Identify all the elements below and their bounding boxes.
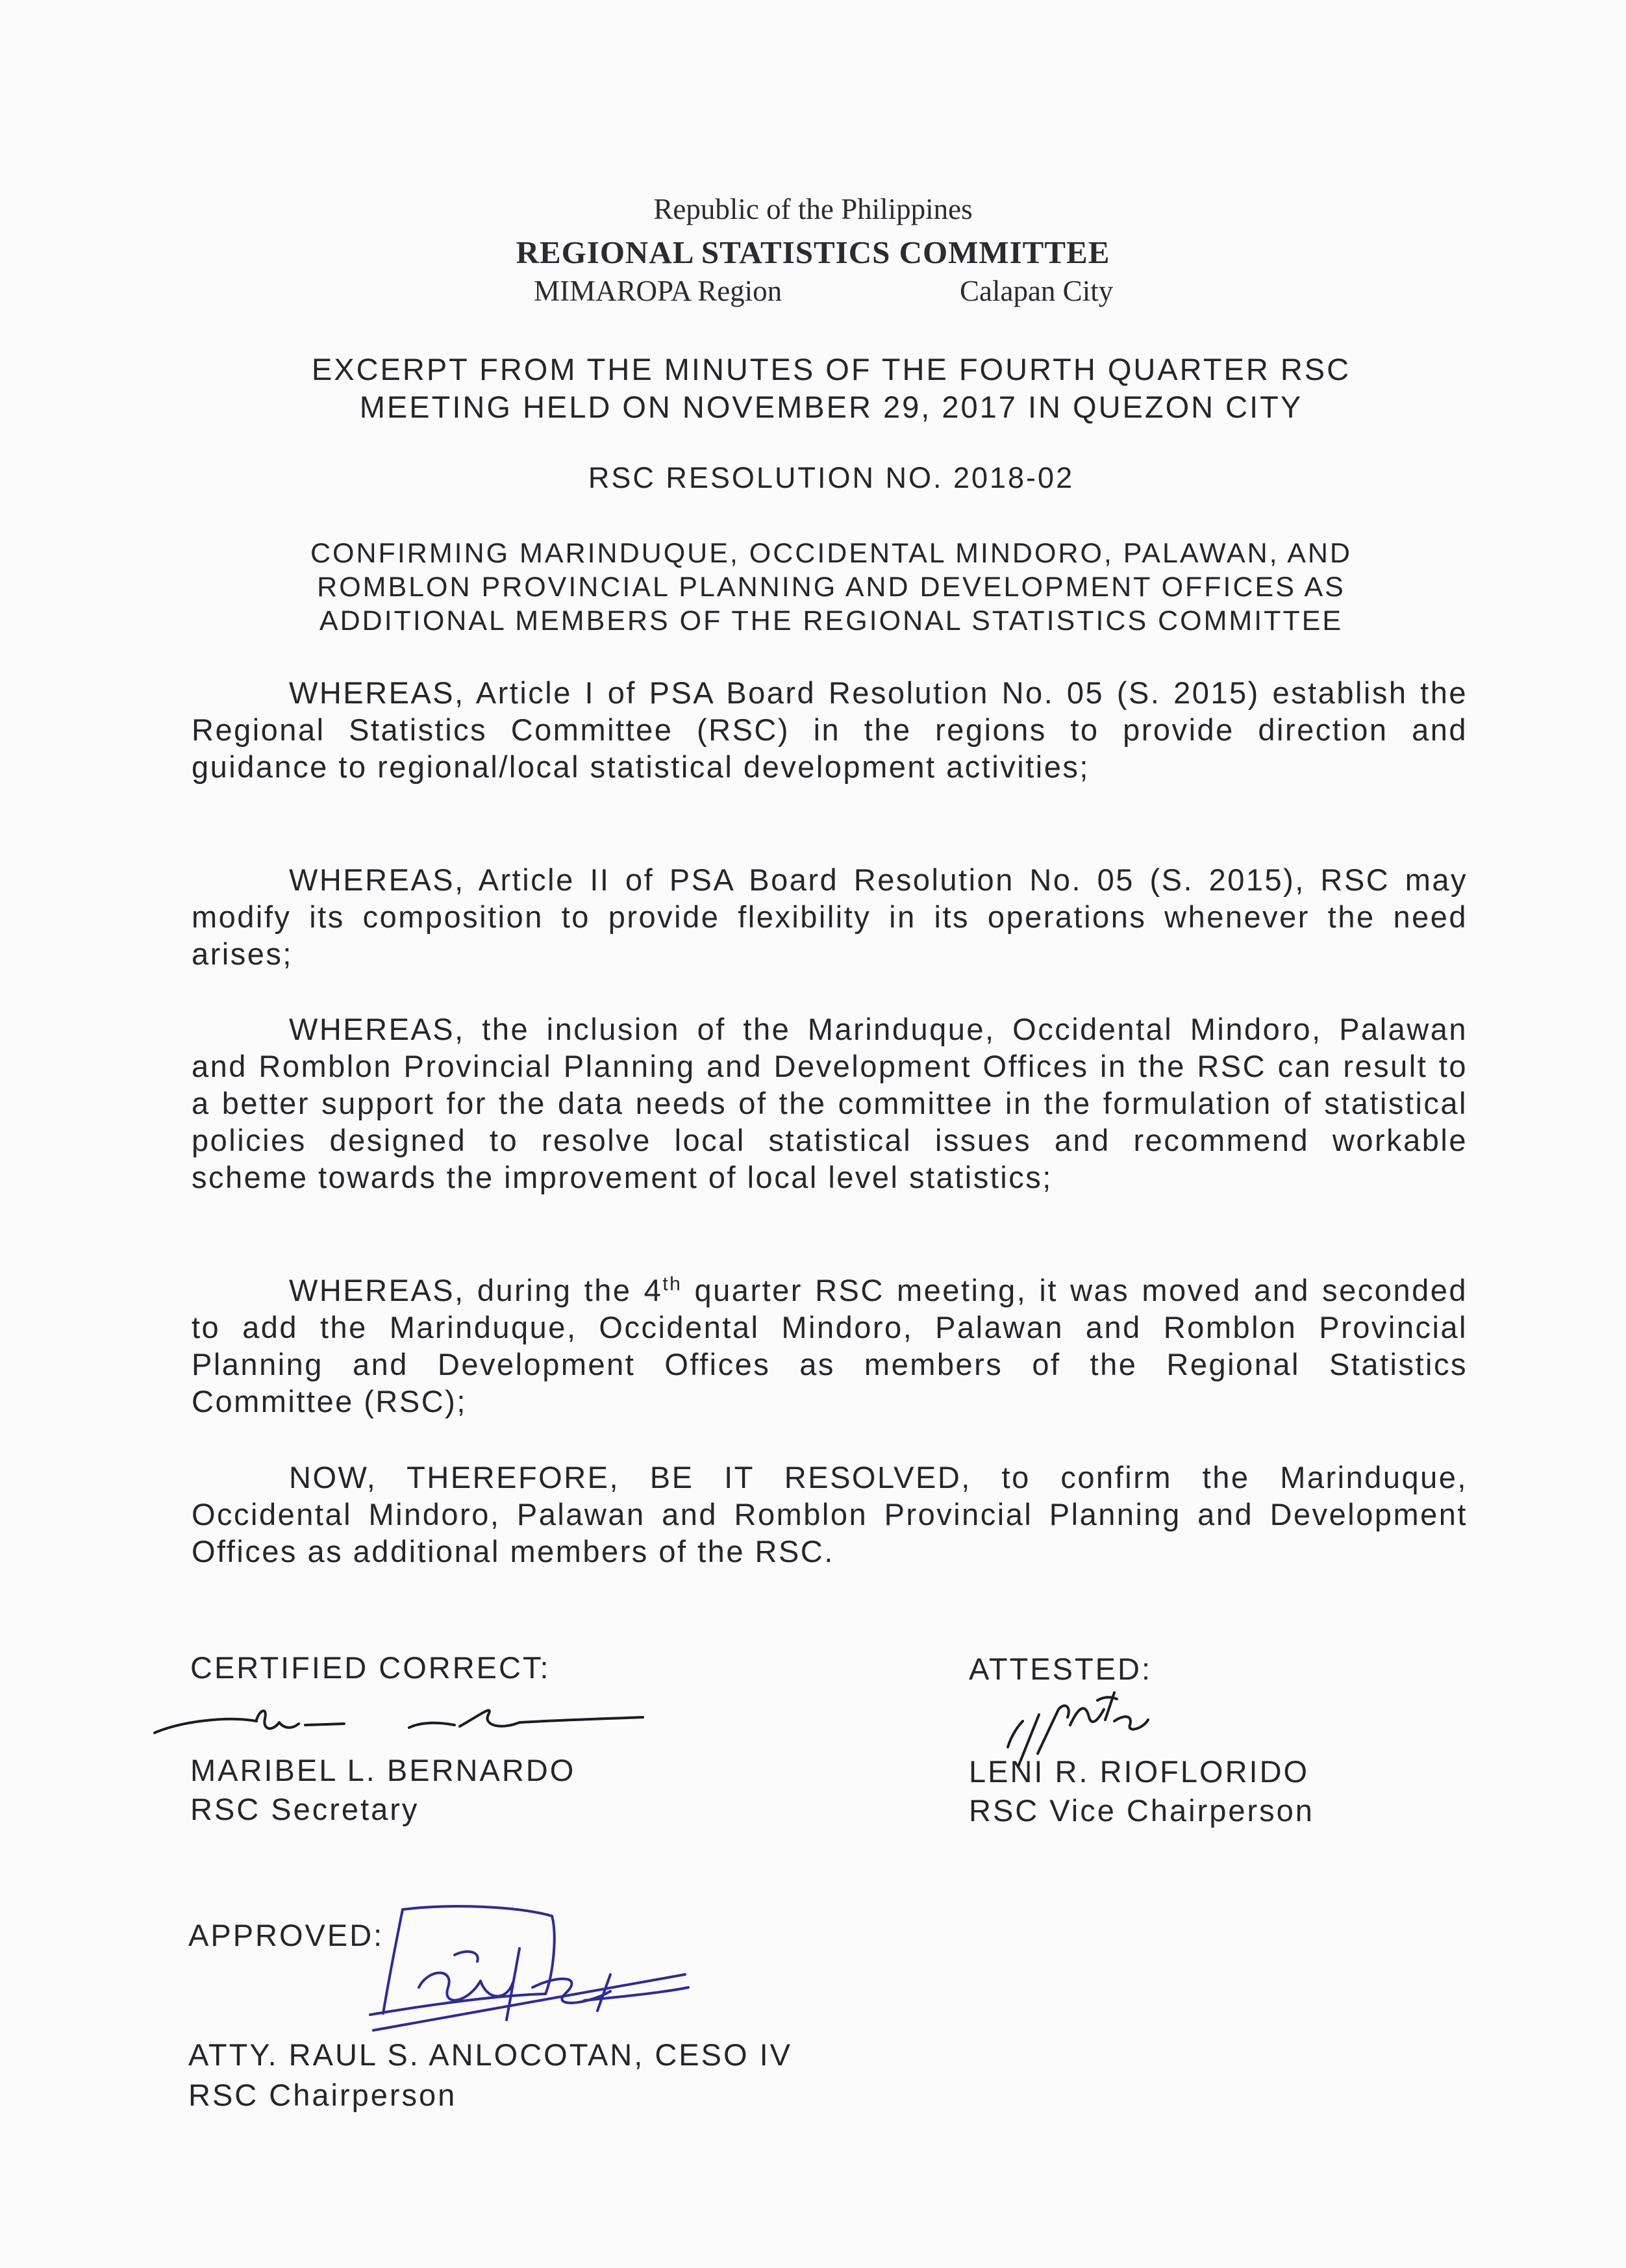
attested-label: ATTESTED: [969,1652,1153,1686]
header-committee: REGIONAL STATISTICS COMMITTEE [516,234,1110,270]
resolution-subject [182,536,1481,638]
secretary-name: MARIBEL L. BERNARDO [190,1753,576,1787]
secretary-signature [155,1710,643,1733]
subject-line-2: ROMBLON PROVINCIAL PLANNING AND DEVELOPMENT OFFICES AS [317,572,1345,603]
vice-chairperson-name: LENI R. RIOFLORIDO [969,1754,1310,1789]
certified-correct-label: CERTIFIED CORRECT: [190,1650,551,1685]
chairperson-name: ATTY. RAUL S. ANLOCOTAN, CESO IV [188,2037,793,2072]
whereas-paragraph-2: WHEREAS, Article II of PSA Board Resolution No. 05 (S. 2015), RSC may modify its composition to provide flexibility in its operations whenever the need arises; [192,863,1468,971]
header-city: Calapan City [960,275,1114,307]
p4-ordinal-suffix: th [662,1273,682,1295]
p4-text-start: WHEREAS, during the 4 [289,1273,663,1307]
chairperson-title: RSC Chairperson [188,2078,457,2112]
whereas-paragraph-4 [192,1272,1468,1420]
resolved-paragraph: NOW, THEREFORE, BE IT RESOLVED, to confirm the Marinduque, Occidental Mindoro, Palawan and Romblon Provincial Planning and Development Offices as additional members of the RSC. [192,1460,1468,1569]
p4-text-end: quarter RSC meeting, it was moved and seconded to add the Marinduque, Occidental Mindoro, Palawan and Romblon Provincial Planning and Development Offices as members of the Regional Statistics Committee (RSC); [192,1273,1468,1418]
whereas-paragraph-1: WHEREAS, Article I of PSA Board Resolution No. 05 (S. 2015) establish the Regional Statistics Committee (RSC) in the regions to provide direction and guidance to regional/local statistical development activities; [192,675,1468,784]
header-region: MIMAROPA Region [534,275,782,307]
excerpt-line-1: EXCERPT FROM THE MINUTES OF THE FOURTH QUARTER RSC [311,352,1351,386]
excerpt-line-2: MEETING HELD ON NOVEMBER 29, 2017 IN QUEZON CITY [359,390,1303,424]
resolution-number: RSC RESOLUTION NO. 2018-02 [588,461,1075,494]
secretary-title: RSC Secretary [190,1792,419,1826]
excerpt-heading [182,351,1481,426]
chairperson-signature [370,1906,688,2030]
header-republic: Republic of the Philippines [653,193,973,225]
whereas-paragraph-3: WHEREAS, the inclusion of the Marinduque, Occidental Mindoro, Palawan and Romblon Provincial Planning and Development Offices in the RSC can result to a better support for the data needs of the committee in the formulation of statistical policies designed to resolve local statistical issues and recommend workable scheme towards the improvement of local level statistics; [192,1012,1468,1194]
subject-line-3: ADDITIONAL MEMBERS OF THE REGIONAL STATISTICS COMMITTEE [319,605,1344,636]
approved-label: APPROVED: [188,1918,384,1952]
vice-chairperson-title: RSC Vice Chairperson [969,1793,1314,1828]
subject-line-1: CONFIRMING MARINDUQUE, OCCIDENTAL MINDORO, PALAWAN, AND [310,538,1352,569]
